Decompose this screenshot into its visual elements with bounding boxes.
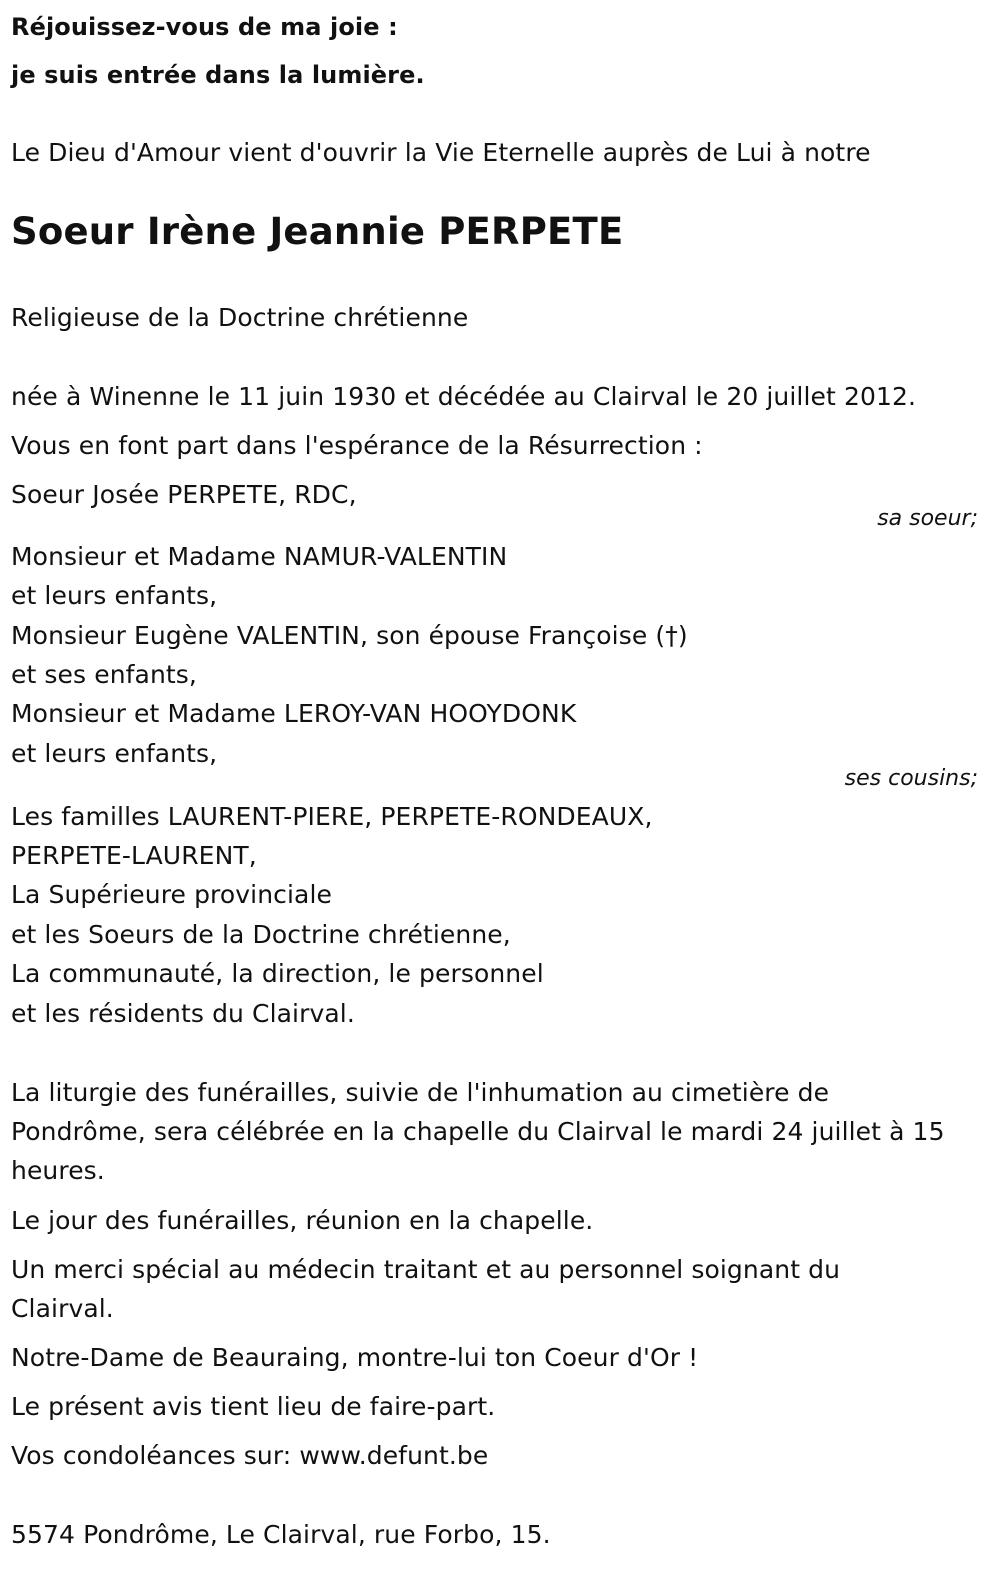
deceased-name: Soeur Irène Jeannie PERPETE [11, 210, 624, 253]
family-others-line: et les résidents du Clairval. [11, 999, 355, 1028]
family-cousins-line: Monsieur et Madame LEROY-VAN HOOYDONK [11, 699, 577, 728]
family-others-line: La Supérieure provinciale [11, 880, 332, 909]
relation-cousins: ses cousins; [844, 766, 978, 791]
prayer-text: Notre-Dame de Beauraing, montre-lui ton Coeur d'Or ! [11, 1343, 699, 1372]
family-others-line: Les familles LAURENT-PIERE, PERPETE-RONDEAUX, [11, 802, 653, 831]
family-cousins-line: et ses enfants, [11, 660, 197, 689]
family-cousins-line: et leurs enfants, [11, 739, 218, 768]
family-others-line: et les Soeurs de la Doctrine chrétienne, [11, 920, 511, 949]
thanks-line: Un merci spécial au médecin traitant et au personnel soignant du [11, 1255, 841, 1284]
family-others-line: La communauté, la direction, le personnel [11, 959, 544, 988]
funeral-liturgy-line: heures. [11, 1156, 105, 1185]
epigraph-line-2: je suis entrée dans la lumière. [11, 61, 425, 89]
funeral-liturgy-line: Pondrôme, sera célébrée en la chapelle du Clairval le mardi 24 juillet à 15 [11, 1117, 945, 1146]
family-cousins-line: et leurs enfants, [11, 581, 218, 610]
deceased-role: Religieuse de la Doctrine chrétienne [11, 303, 469, 332]
notice-text: Le présent avis tient lieu de faire-part. [11, 1392, 496, 1421]
family-sister-line: Soeur Josée PERPETE, RDC, [11, 480, 357, 509]
intro-text: Le Dieu d'Amour vient d'ouvrir la Vie Eternelle auprès de Lui à notre [11, 138, 871, 167]
epigraph-line-1: Réjouissez-vous de ma joie : [11, 13, 398, 41]
family-others-line: PERPETE-LAURENT, [11, 841, 257, 870]
funeral-gathering: Le jour des funérailles, réunion en la chapelle. [11, 1206, 594, 1235]
family-cousins-line: Monsieur Eugène VALENTIN, son épouse Françoise (†) [11, 621, 688, 650]
deceased-dates: née à Winenne le 11 juin 1930 et décédée au Clairval le 20 juillet 2012. [11, 382, 917, 411]
relation-sister: sa soeur; [877, 506, 978, 531]
funeral-liturgy-line: La liturgie des funérailles, suivie de l'inhumation au cimetière de [11, 1078, 830, 1107]
thanks-line: Clairval. [11, 1294, 114, 1323]
announcement-text: Vous en font part dans l'espérance de la Résurrection : [11, 431, 703, 460]
family-cousins-line: Monsieur et Madame NAMUR-VALENTIN [11, 542, 508, 571]
condolences-text: Vos condoléances sur: www.defunt.be [11, 1441, 489, 1470]
address-text: 5574 Pondrôme, Le Clairval, rue Forbo, 15. [11, 1520, 551, 1549]
